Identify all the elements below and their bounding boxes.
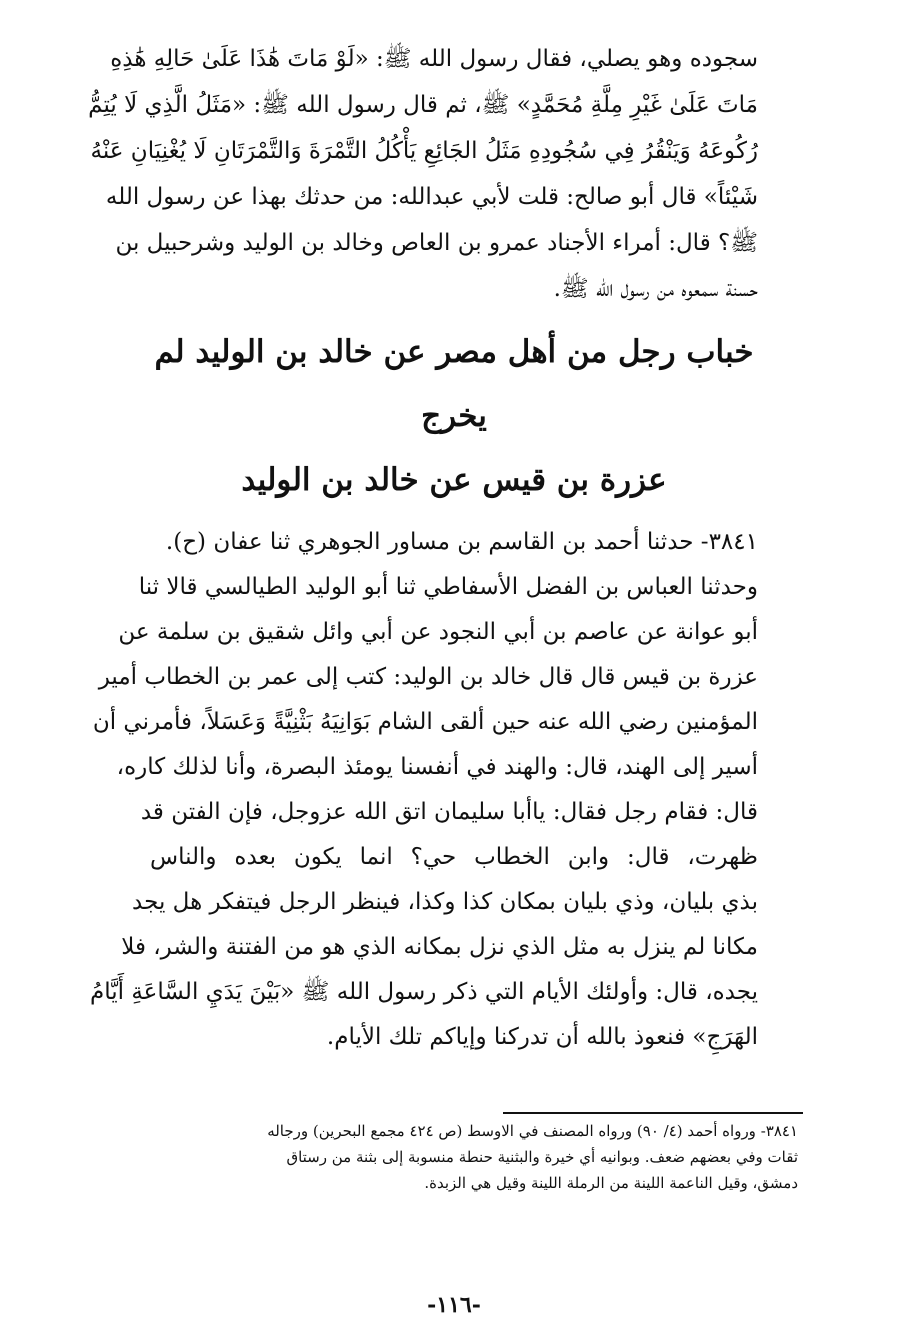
heading-line: عزرة بن قيس عن خالد بن الوليد	[241, 462, 667, 498]
text-line: سجوده وهو يصلي، فقال رسول الله ﷺ: «لَوْ مَاتَ هَٰذَا عَلَىٰ حَالِهِ هَٰذِهِ	[110, 46, 758, 72]
text-line: رُكُوعَهُ وَيَنْقُرُ فِي سُجُودِهِ مَثَلُ الجَائِعِ يَأْكُلُ التَّمْرَةَ وَالتَّمْرَتَانِ لَا يُغْنِيَانِ عَنْهُ	[90, 138, 758, 164]
text-line: مَاتَ عَلَىٰ غَيْرِ مِلَّةِ مُحَمَّدٍ» ﷺ، ثم قال رسول الله ﷺ: «مَثَلُ الَّذِي لَا يُتِمُّ	[88, 92, 758, 118]
text-line: وحدثنا العباس بن الفضل الأسفاطي ثنا أبو الوليد الطيالسي قالا ثنا	[138, 574, 758, 600]
text-line: ٣٨٤١- حدثنا أحمد بن القاسم بن مساور الجوهري ثنا عفان (ح).	[165, 529, 758, 555]
heading-line: خباب رجل من أهل مصر عن خالد بن الوليد لم يخرج	[154, 334, 754, 434]
footnote	[160, 1118, 798, 1196]
text-line: مكانا لم ينزل به مثل الذي نزل بمكانه الذي هو من الفتنة والشر، فلا	[121, 934, 758, 960]
text-line: حسنة سمعوه من رسول الله ﷺ.	[553, 276, 758, 302]
continued-hadith-text	[88, 36, 758, 312]
section-heading	[120, 320, 788, 512]
hadith-3841-text	[90, 520, 758, 1060]
text-line: قال: فقام رجل فقال: ياأبا سليمان اتق الله عزوجل، فإن الفتن قد	[140, 799, 758, 825]
text-line: ﷺ؟ قال: أمراء الأجناد عمرو بن العاص وخالد بن الوليد وشرحبيل بن	[115, 230, 758, 256]
text-line: أسير إلى الهند، قال: والهند في أنفسنا يومئذ البصرة، وأنا لذلك كاره،	[116, 754, 758, 780]
text-line: المؤمنين رضي الله عنه حين ألقى الشام بَوَانِيَهُ بَثْنِيَّةً وَعَسَلاً، فأمرني أن	[92, 709, 758, 735]
footnote-line: ٣٨٤١- ورواه أحمد (٤/ ٩٠) ورواه المصنف في الاوسط (ص ٤٢٤ مجمع البحرين) ورجاله	[267, 1122, 798, 1140]
footnote-line: دمشق، وقيل الناعمة اللينة من الرملة اللينة وقيل هي الزبدة.	[424, 1174, 798, 1192]
text-line: ظهرت، قال: وابن الخطاب حي؟ انما يكون بعده والناس	[150, 844, 758, 870]
text-line: شَيْئاً» قال أبو صالح: قلت لأبي عبدالله: من حدثك بهذا عن رسول الله	[105, 184, 758, 210]
footnote-divider	[503, 1112, 803, 1114]
page-number: -١١٦-	[427, 1292, 481, 1318]
footnote-line: ثقات وفي بعضهم ضعف. وبوانيه أي خيرة والبثنية حنطة منسوبة إلى بثنة من رستاق	[286, 1148, 798, 1166]
text-line: الهَرَجِ» فنعوذ بالله أن تدركنا وإياكم تلك الأيام.	[326, 1024, 758, 1050]
text-line: أبو عوانة عن عاصم بن أبي النجود عن أبي وائل شقيق بن سلمة عن	[118, 619, 758, 645]
text-line: بذي بليان، وذي بليان بمكان كذا وكذا، فينظر الرجل فيتفكر هل يجد	[132, 889, 758, 915]
text-line: يجده، قال: وأولئك الأيام التي ذكر رسول الله ﷺ «بَيْنَ يَدَيِ السَّاعَةِ أَيَّامُ	[90, 979, 758, 1005]
text-line: عزرة بن قيس قال قال خالد بن الوليد: كتب إلى عمر بن الخطاب أمير	[98, 664, 758, 690]
